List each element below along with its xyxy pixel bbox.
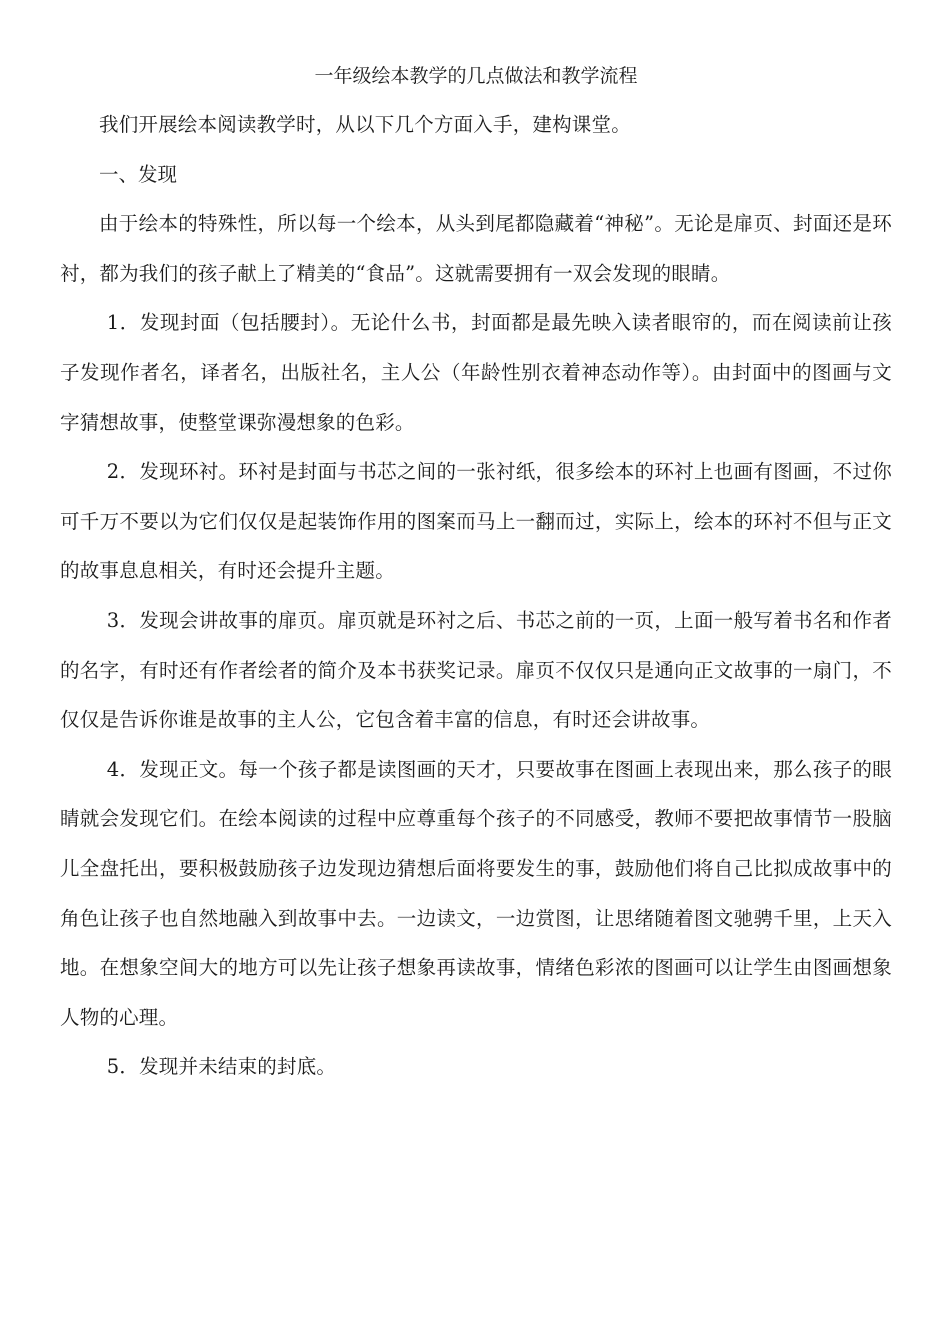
list-item-cover: 1．发现封面（包括腰封）。无论什么书，封面都是最先映入读者眼帘的，而在阅读前让孩子发现作者名，译者名，出版社名，主人公（年龄性别衣着神态动作等）。由封面中的图画与文字猜想故事，使整堂课弥漫想象的色彩。 xyxy=(60,311,892,434)
document-page xyxy=(60,58,892,1092)
list-item-endpaper: 2．发现环衬。环衬是封面与书芯之间的一张衬纸，很多绘本的环衬上也画有图画，不过你可千万不要以为它们仅仅是起装饰作用的图案而马上一翻而过，实际上，绘本的环衬不但与正文的故事息息相关，有时还会提升主题。 xyxy=(60,460,892,583)
list-item-back-cover: 5．发现并未结束的封底。 xyxy=(106,1055,337,1079)
intro-paragraph: 我们开展绘本阅读教学时，从以下几个方面入手，建构课堂。 xyxy=(99,113,631,136)
section-intro-paragraph: 由于绘本的特殊性，所以每一个绘本，从头到尾都隐藏着“神秘”。无论是扉页、封面还是环衬，都为我们的孩子献上了精美的“食品”。这就需要拥有一双会发现的眼睛。 xyxy=(60,212,892,285)
list-item-main-text: 4．发现正文。每一个孩子都是读图画的天才，只要故事在图画上表现出来，那么孩子的眼睛就会发现它们。在绘本阅读的过程中应尊重每个孩子的不同感受，教师不要把故事情节一股脑儿全盘托出，要积极鼓励孩子边发现边猜想后面将要发生的事，鼓励他们将自己比拟成故事中的角色让孩子也自然地融入到故事中去。一边读文，一边赏图，让思绪随着图文驰骋千里，上天入地。在想象空间大的地方可以先让孩子想象再读故事，情绪色彩浓的图画可以让学生由图画想象人物的心理。 xyxy=(60,757,892,1029)
list-item-title-page: 3．发现会讲故事的扉页。扉页就是环衬之后、书芯之前的一页，上面一般写着书名和作者的名字，有时还有作者绘者的简介及本书获奖记录。扉页不仅仅只是通向正文故事的一扇门，不仅仅是告诉你谁是故事的主人公，它包含着丰富的信息，有时还会讲故事。 xyxy=(60,608,892,732)
document-title: 一年级绘本教学的几点做法和教学流程 xyxy=(314,65,638,87)
section-heading: 一、发现 xyxy=(99,162,178,186)
